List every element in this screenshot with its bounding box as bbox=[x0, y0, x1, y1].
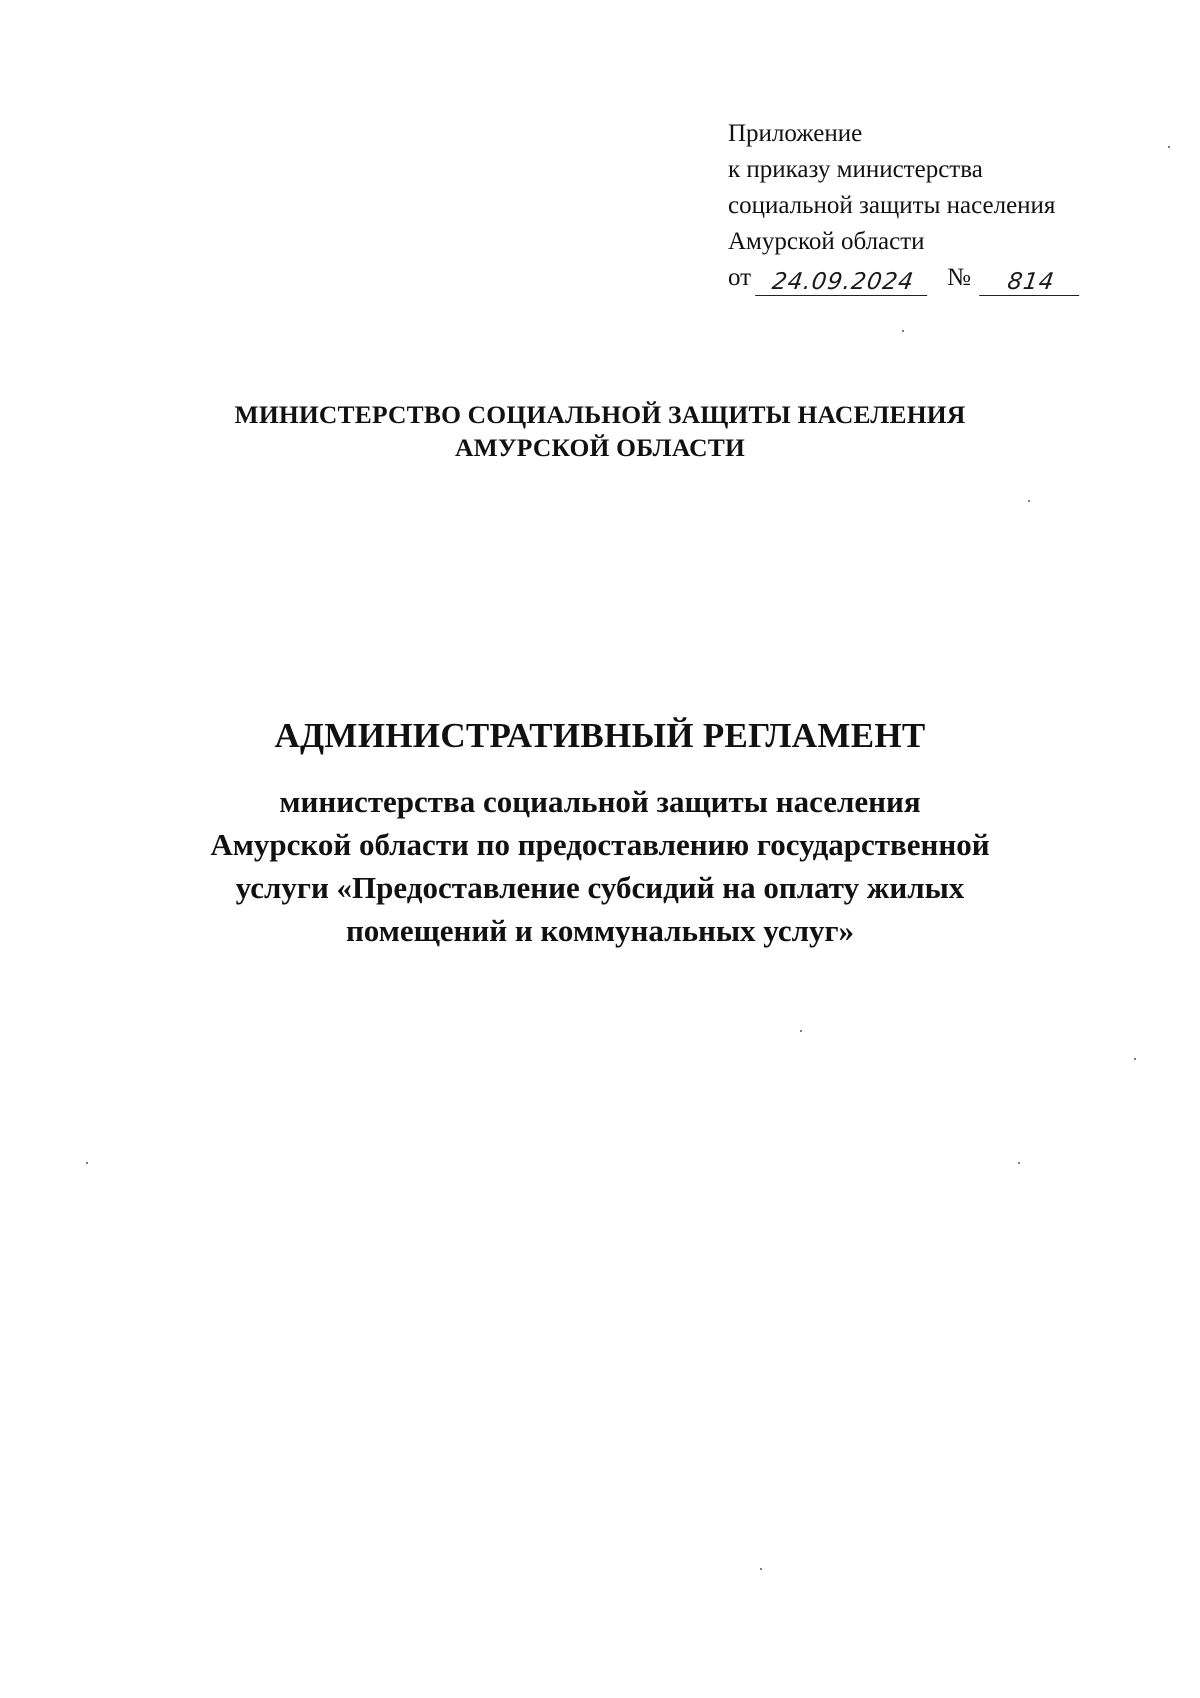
order-date-number-line bbox=[728, 260, 1128, 296]
scan-speck bbox=[760, 1568, 762, 1570]
appendix-line: к приказу министерства bbox=[728, 156, 983, 183]
appendix-block bbox=[728, 116, 1128, 296]
scan-speck bbox=[1018, 1162, 1020, 1164]
handwritten-date: 24.09.2024 bbox=[755, 269, 931, 296]
scan-speck bbox=[800, 1030, 802, 1032]
scan-speck bbox=[1028, 500, 1030, 502]
ministry-heading bbox=[0, 398, 1200, 464]
document-subtitle-line: помещений и коммунальных услуг» bbox=[345, 913, 855, 948]
appendix-line: социальной защиты населения bbox=[728, 192, 1056, 219]
document-subtitle bbox=[0, 780, 1200, 952]
document-title: АДМИНИСТРАТИВНЫЙ РЕГЛАМЕНТ bbox=[274, 716, 926, 755]
ministry-heading-line: АМУРСКОЙ ОБЛАСТИ bbox=[454, 433, 746, 462]
scan-speck bbox=[1134, 1058, 1136, 1060]
handwritten-order-number: 814 bbox=[979, 269, 1083, 296]
scan-speck bbox=[1168, 146, 1170, 148]
document-subtitle-line: Амурской области по предоставлению государственной bbox=[210, 827, 990, 862]
document-subtitle-line: министерства социальной защиты населения bbox=[279, 784, 921, 819]
date-prefix: от bbox=[728, 264, 752, 291]
scan-speck bbox=[902, 330, 904, 332]
document-subtitle-line: услуги «Предоставление субсидий на оплату жилых bbox=[235, 870, 965, 905]
number-sign: № bbox=[947, 264, 971, 291]
ministry-heading-line: МИНИСТЕРСТВО СОЦИАЛЬНОЙ ЗАЩИТЫ НАСЕЛЕНИЯ bbox=[234, 400, 966, 429]
appendix-line: Приложение bbox=[728, 120, 863, 147]
scan-speck bbox=[86, 1162, 88, 1164]
appendix-line: Амурской области bbox=[728, 228, 925, 255]
